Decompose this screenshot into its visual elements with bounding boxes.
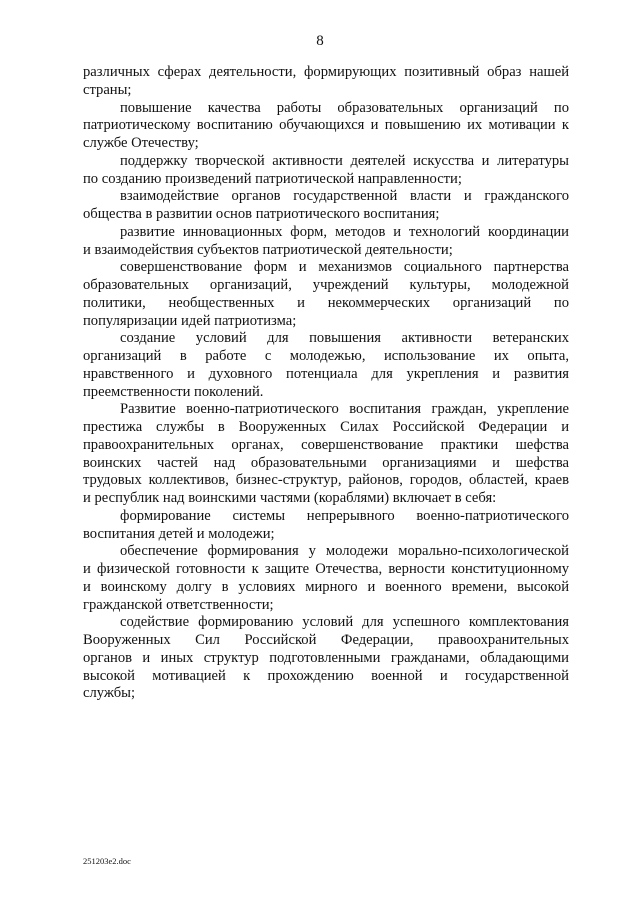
text-line: политики, необщественных и некоммерческих организаций по xyxy=(83,294,569,311)
text-line: обеспечение формирования у молодежи морально-психологической xyxy=(120,543,569,560)
text-line: воинских частей над образовательными организациями и шефства xyxy=(83,454,569,471)
text-line: формирование системы непрерывного военно-патриотического xyxy=(120,507,569,524)
text-line: правоохранительных органах, совершенствование практики шефства xyxy=(83,436,569,453)
text-line: и физической готовности к защите Отечества, верности конституционному xyxy=(83,561,569,577)
text-line: развитие инновационных форм, методов и технологий координации xyxy=(120,223,569,240)
text-line: органов и иных структур подготовленными гражданами, обладающими xyxy=(83,649,569,666)
text-line: службы; xyxy=(83,685,136,702)
text-line: поддержку творческой активности деятелей искусства и литературы xyxy=(120,152,569,169)
paragraph xyxy=(83,330,569,401)
text-line: содействие формированию условий для успешного комплектования xyxy=(120,614,569,631)
text-line: по созданию произведений патриотической направленности; xyxy=(83,170,462,187)
text-line: организаций в работе с молодежью, использование их опыта, xyxy=(83,348,569,364)
text-line: различных сферах деятельности, формирующих позитивный образ нашей xyxy=(83,64,569,80)
paragraph xyxy=(83,543,569,614)
paragraph xyxy=(83,153,569,189)
text-line: и воинскому долгу в условиях мирного и военного времени, высокой xyxy=(83,578,569,595)
text-line: взаимодействие органов государственной власти и гражданского xyxy=(120,188,569,205)
paragraph xyxy=(83,100,569,153)
text-line: образовательных организаций, учреждений культуры, молодежной xyxy=(83,277,569,293)
text-line: совершенствование форм и механизмов социального партнерства xyxy=(120,259,569,276)
text-line: нравственного и духовного потенциала для укрепления и развития xyxy=(83,365,569,382)
paragraph xyxy=(83,614,569,703)
text-line: патриотическому воспитанию обучающихся и повышению их мотивации к xyxy=(83,117,569,134)
text-line: общества в развитии основ патриотического воспитания; xyxy=(83,206,440,222)
text-line: создание условий для повышения активности ветеранских xyxy=(120,330,569,347)
text-line: воспитания детей и молодежи; xyxy=(83,525,275,542)
paragraph xyxy=(83,188,569,224)
text-line: популяризации идей патриотизма; xyxy=(83,312,297,329)
paragraph xyxy=(83,259,569,330)
text-line: повышение качества работы образовательных организаций по xyxy=(120,99,569,116)
paragraph xyxy=(83,508,569,544)
text-line: Развитие военно-патриотического воспитания граждан, укрепление xyxy=(120,401,569,418)
text-line: преемственности поколений. xyxy=(83,383,264,400)
text-line: страны; xyxy=(83,81,132,98)
text-line: и республик над воинскими частями (кораблями) включает в себя: xyxy=(83,490,497,506)
text-line: и взаимодействия субъектов патриотической деятельности; xyxy=(83,241,453,258)
paragraph xyxy=(83,401,569,508)
document-file-code: 251203e2.doc xyxy=(83,856,131,866)
document-body xyxy=(83,64,569,703)
text-line: трудовых коллективов, бизнес-структур, районов, городов, областей, краев xyxy=(83,472,569,489)
page-number: 8 xyxy=(316,33,324,49)
text-line: Вооруженных Сил Российской Федерации, правоохранительных xyxy=(83,632,569,648)
text-line: службе Отечеству; xyxy=(83,135,199,151)
paragraph xyxy=(83,64,569,100)
text-line: престижа службы в Вооруженных Силах Российской Федерации и xyxy=(83,419,569,435)
text-line: высокой мотивацией к прохождению военной и государственной xyxy=(83,667,569,684)
paragraph xyxy=(83,224,569,260)
text-line: гражданской ответственности; xyxy=(83,596,274,613)
